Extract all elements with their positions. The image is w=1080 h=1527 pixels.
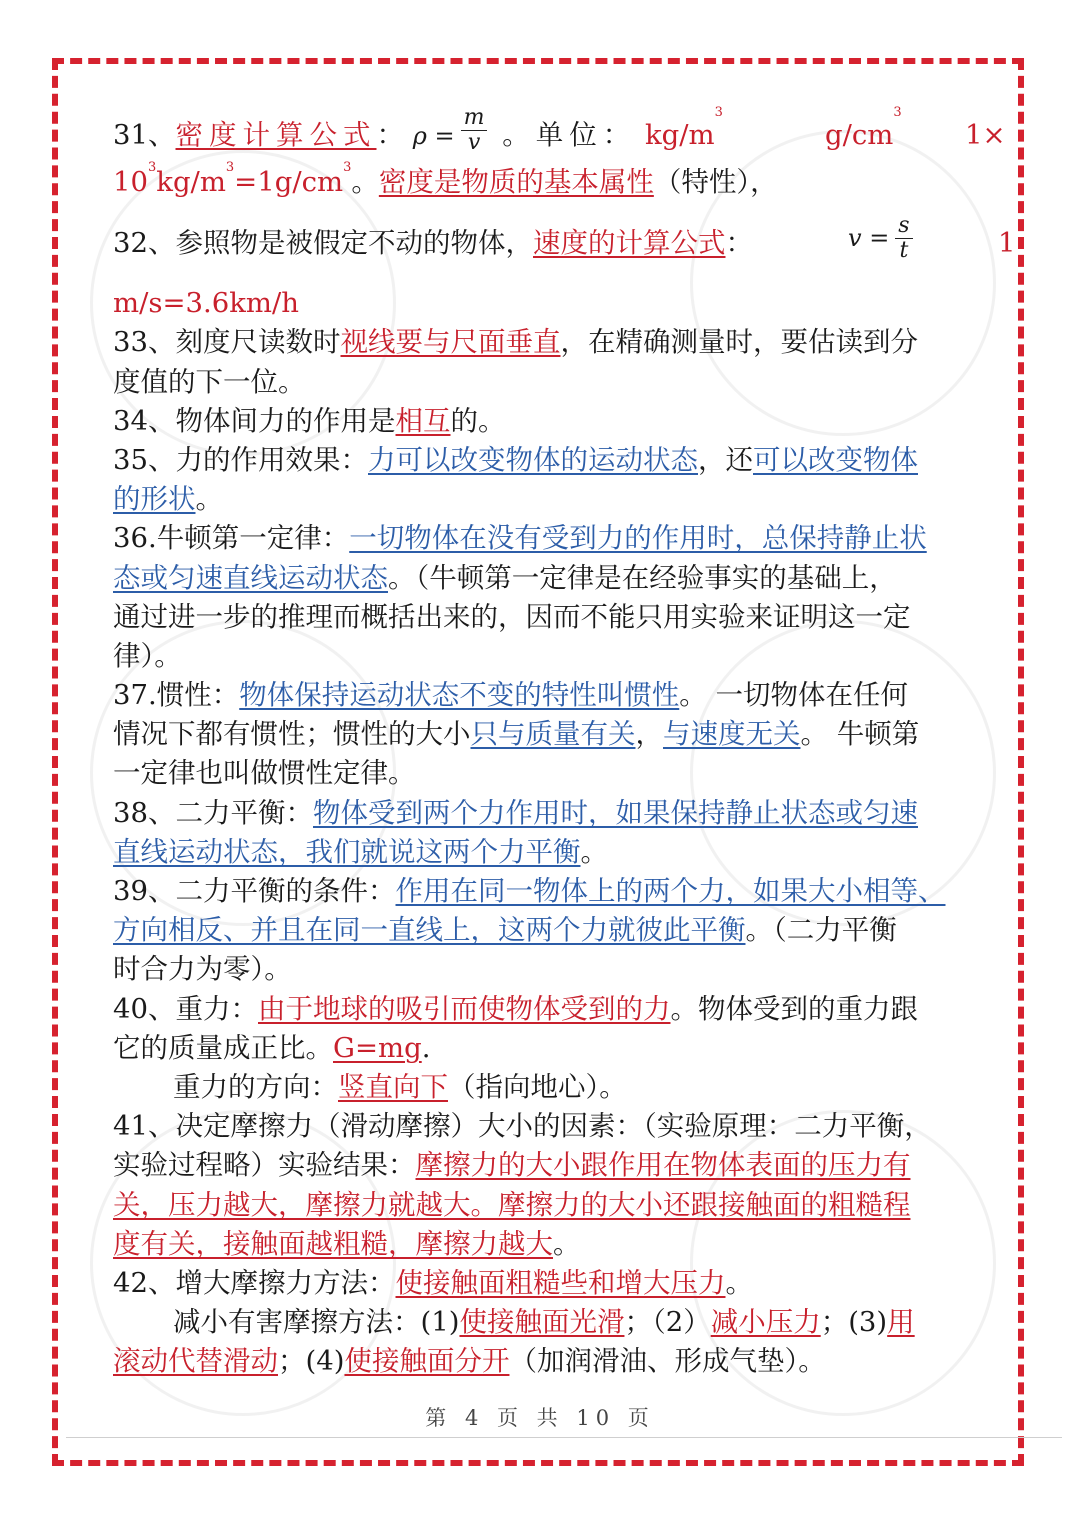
item-39-line-2: 方向相反、并且在同一直线上，这两个力就彼此平衡。（二力平衡 [113, 914, 897, 947]
item-39-line-3: 时合力为零）。 [113, 953, 292, 986]
item-31-line-1: 31、密度计算公式： ρ = $\frac{m}{v}$ 。单位： $kg/m^3$ $g/cm^3$ 1× [113, 108, 1015, 163]
density-formula-title: 密度计算公式 [175, 119, 377, 151]
item-41-line-1: 41、决定摩擦力（滑动摩擦）大小的因素：（实验原理：二力平衡， [113, 1110, 932, 1143]
item-38-line-2: 直线运动状态，我们就说这两个力平衡。 [113, 835, 608, 868]
item-41-line-2: 实验过程略）实验结果：摩擦力的大小跟作用在物体表面的压力有 [113, 1149, 911, 1182]
item-37-line-3: 一定律也叫做惯性定律。 [113, 757, 416, 790]
item-38-line-1: 38、二力平衡：物体受到两个力作用时，如果保持静止状态或匀速 [113, 796, 918, 829]
item-32-line-2: m/s=3.6km/h [113, 287, 299, 320]
unit-kg-m3: $kg/m^3$ [644, 105, 723, 151]
item-40-line-2: 它的质量成正比。G=mg. [113, 1031, 431, 1064]
item-36-line-4: 律）。 [113, 639, 182, 672]
gravity-formula: G=mg [333, 1031, 422, 1064]
speed-formula-title: 速度的计算公式 [533, 227, 726, 260]
item-42-line-2: 减小有害摩擦方法：(1)使接触面光滑；（2）减小压力；(3)用 [173, 1306, 915, 1339]
item-39-line-1: 39、二力平衡的条件：作用在同一物体上的两个力，如果大小相等、 [113, 875, 946, 907]
item-41-line-3: 关，压力越大，摩擦力就越大。摩擦力的大小还跟接触面的粗糙程 [113, 1188, 911, 1221]
item-37-line-1: 37.惯性：物体保持运动状态不变的特性叫惯性。 一切物体在任何 [113, 679, 908, 712]
speed-formula: v = $\frac{s}{t}$ [848, 196, 919, 279]
item-36-line-1: 36.牛顿第一定律：一切物体在没有受到力的作用时，总保持静止状 [113, 522, 927, 555]
density-formula: $\frac{m}{v}$ [461, 106, 488, 155]
item-33-line-2: 度值的下一位。 [113, 365, 306, 398]
item-33-line-1: 33、刻度尺读数时视线要与尺面垂直，在精确测量时，要估读到分 [113, 326, 918, 359]
item-37-line-2: 情况下都有惯性；惯性的大小只与质量有关，与速度无关。 牛顿第 [113, 718, 920, 751]
item-35-line-1: 35、力的作用效果：力可以改变物体的运动状态，还可以改变物体 [113, 443, 918, 476]
document-body [113, 105, 1016, 1381]
item-42-line-3: 滚动代替滑动；(4)使接触面分开（加润滑油、形成气垫）。 [113, 1345, 826, 1378]
item-40-line-3: 重力的方向：竖直向下（指向地心）。 [173, 1070, 627, 1103]
item-41-line-4: 度有关，接触面越粗糙，摩擦力越大。 [113, 1227, 581, 1260]
item-36-line-2: 态或匀速直线运动状态。（牛顿第一定律是在经验事实的基础上， [113, 561, 897, 594]
item-36-line-3: 通过进一步的推理而概括出来的，因而不能只用实验来证明这一定 [113, 600, 911, 633]
item-31-line-2: $10^3kg/m^3=1g/cm^3$。密度是物质的基本属性（特性）， [113, 160, 778, 198]
page-number: 第 4 页 共 10 页 [425, 1406, 655, 1430]
item-35-line-2: 的形状。 [113, 483, 223, 516]
item-32-line-1: 32、参照物是被假定不动的物体，速度的计算公式： v = $\frac{s}{t}$ 1 [113, 202, 1015, 284]
item-34: 34、物体间力的作用是相互的。 [113, 404, 506, 437]
item-42-line-1: 42、增大摩擦力方法：使接触面粗糙些和增大压力。 [113, 1266, 753, 1299]
footer-divider [66, 1437, 1062, 1438]
unit-g-cm3: $g/cm^3$ [825, 105, 902, 151]
item-40-line-1: 40、重力：由于地球的吸引而使物体受到的力。物体受到的重力跟 [113, 992, 918, 1025]
